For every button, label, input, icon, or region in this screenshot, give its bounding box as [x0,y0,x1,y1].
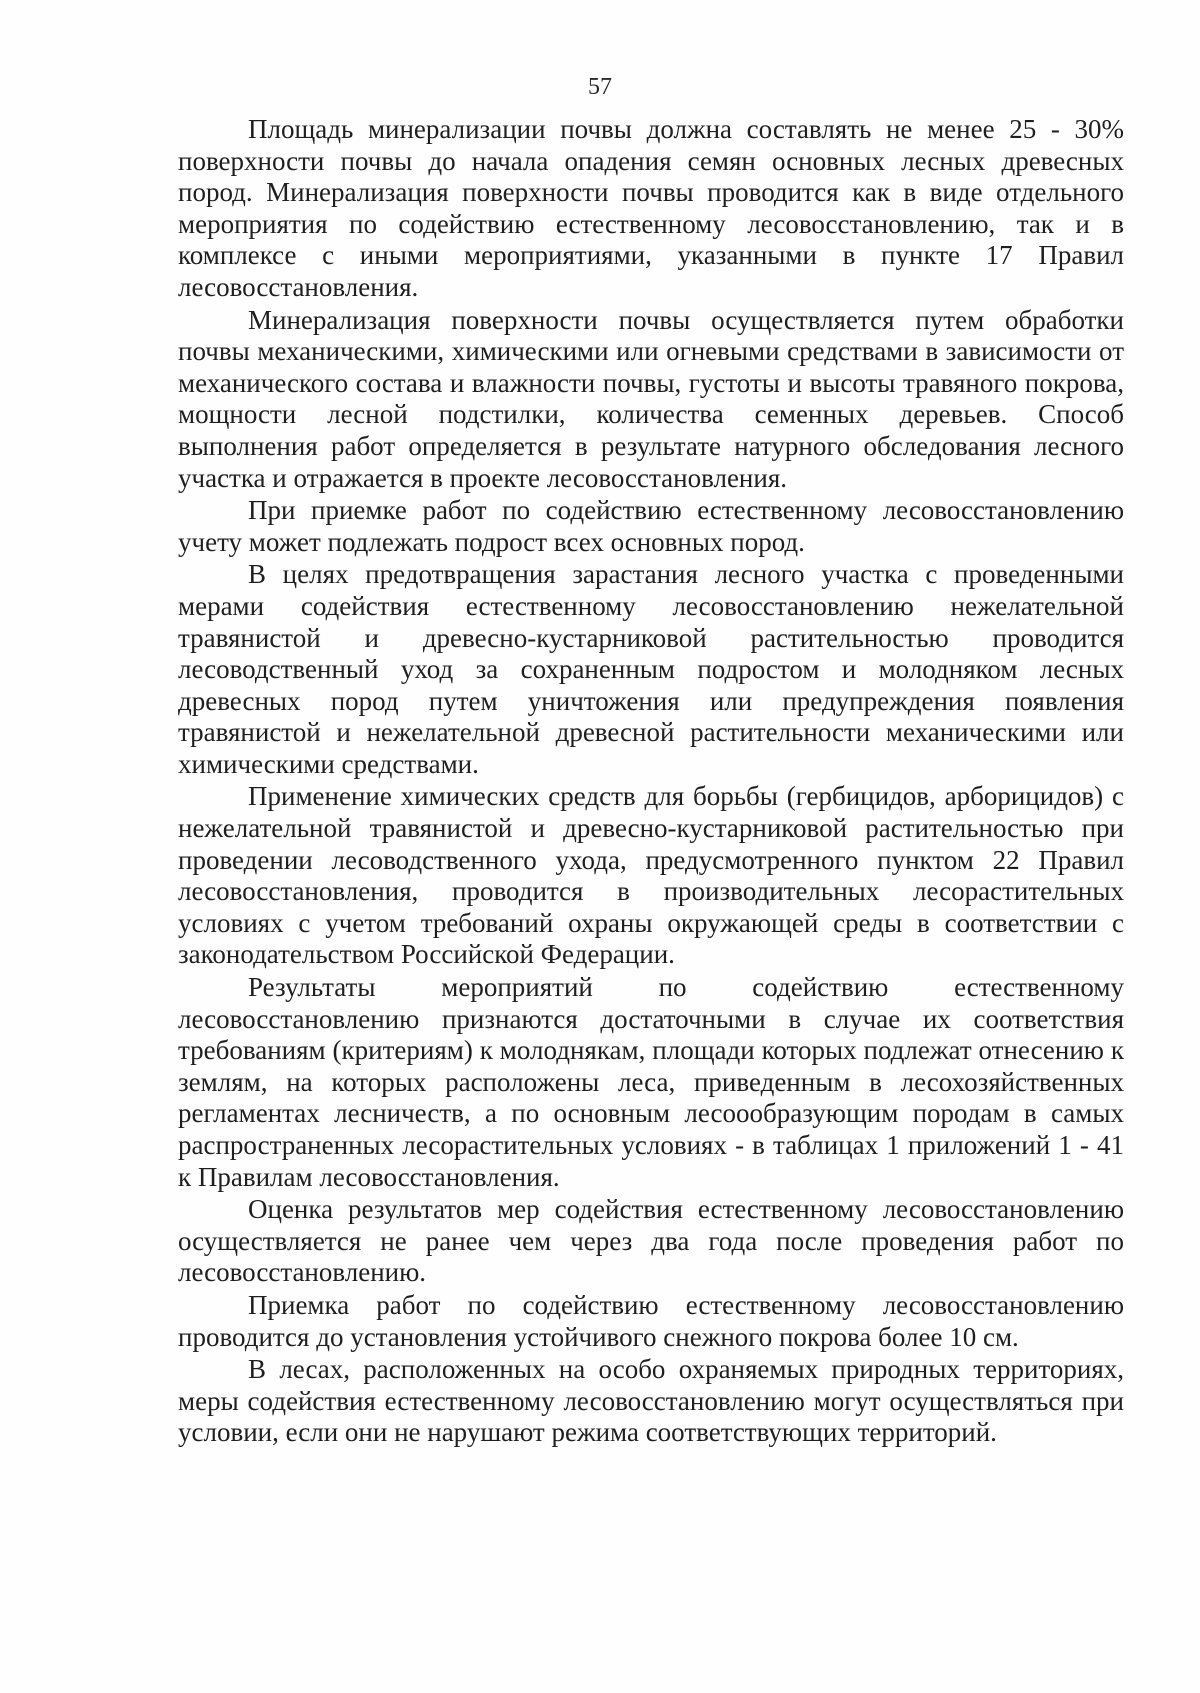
paragraph-mineralization-area: Площадь минерализации почвы должна составлять не менее 25 - 30% поверхности почвы до начала опадения семян основных лесных древесных пород. Минерализация поверхности почвы проводится как в виде отдельного мероприятия по содействию естественному лесовосстановлению, так и в комплексе с иными мероприятиями, указанными в пункте 17 Правил лесовосстановления. [178,114,1124,302]
paragraph-overgrowth-prevention: В целях предотвращения зарастания лесного участка с проведенными мерами содействия естественному лесовосстановлению нежелательной травянистой и древесно-кустарниковой растительностью проводится лесоводственный уход за сохраненным подростом и молодняком лесных древесных пород путем уничтожения или предупреждения появления травянистой и нежелательной древесной растительности механическими или химическими средствами. [178,559,1124,779]
paragraph-protected-territories: В лесах, расположенных на особо охраняемых природных территориях, меры содействия естественному лесовосстановлению могут осуществляться при условии, если они не нарушают режима соответствующих территорий. [178,1354,1124,1448]
page-number: 57 [588,74,612,100]
paragraph-mineralization-methods: Минерализация поверхности почвы осуществляется путем обработки почвы механическими, химическими или огневыми средствами в зависимости от механического состава и влажности почвы, густоты и высоты травяного покрова, мощности лесной подстилки, количества семенных деревьев. Способ выполнения работ определяется в результате натурного обследования лесного участка и отражается в проекте лесовосстановления. [178,304,1124,493]
paragraph-acceptance-timing: Приемка работ по содействию естественному лесовосстановлению проводится до установления устойчивого снежного покрова более 10 см. [178,1289,1124,1352]
paragraph-acceptance-undergrowth: При приемке работ по содействию естественному лесовосстановлению учету может подлежать подрост всех основных пород. [178,495,1124,557]
paragraph-chemical-agents: Применение химических средств для борьбы (гербицидов, арборицидов) с нежелательной травянистой и древесно-кустарниковой растительностью при проведении лесоводственного ухода, предусмотренного пунктом 22 Правил лесовосстановления, проводится в производительных лесорастительных условиях с учетом требований охраны окружающей среды в соответствии с законодательством Российской Федерации. [178,781,1124,970]
paragraph-results-criteria: Результаты мероприятий по содействию естественному лесовосстановлению признаются достаточными в случае их соответствия требованиям (критериям) к молоднякам, площади которых подлежат отнесению к землям, на которых расположены леса, приведенным в лесохозяйственных регламентах лесничеств, а по основным лесоообразующим породам в самых распространенных лесорастительных условиях - в таблицах 1 приложений 1 - 41 к Правилам лесовосстановления. [178,972,1124,1192]
paragraph-results-assessment: Оценка результатов мер содействия естественному лесовосстановлению осуществляется не ранее чем через два года после проведения работ по лесовосстановлению. [178,1194,1124,1288]
document-body [178,114,1124,1450]
